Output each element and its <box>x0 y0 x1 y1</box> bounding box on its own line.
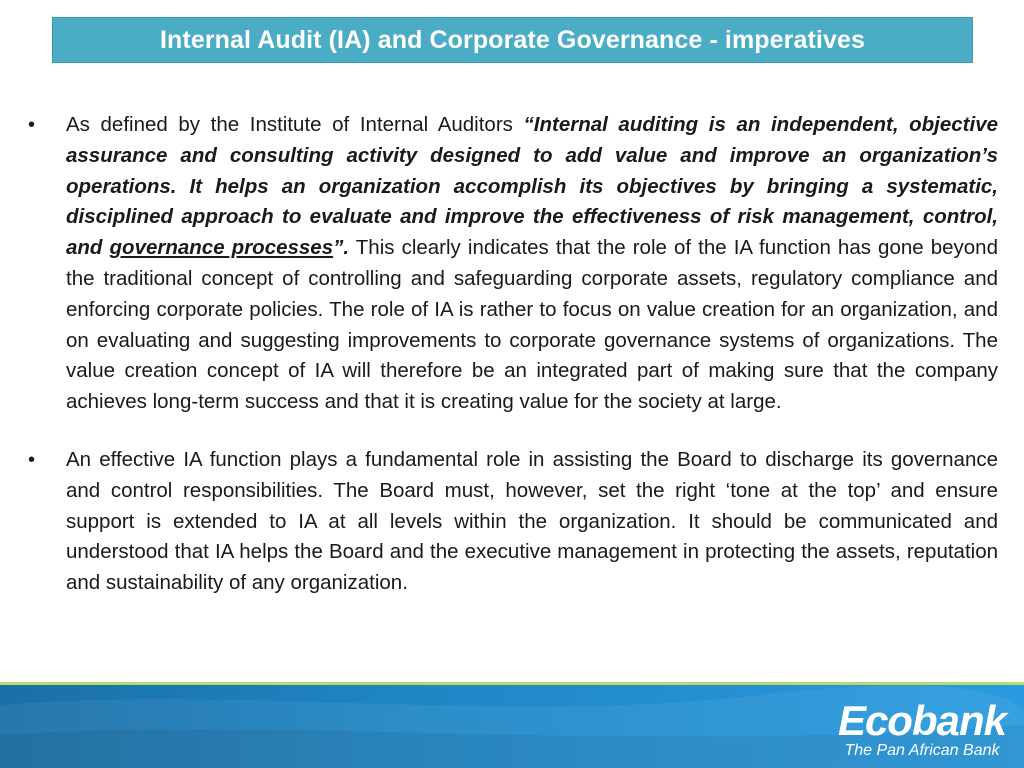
iia-quote-underlined: governance processes <box>109 236 334 260</box>
bullet-item-board-role <box>22 445 998 599</box>
bullet-text <box>66 110 998 418</box>
footer-band <box>0 682 1024 768</box>
bullet-item-definition <box>22 110 998 418</box>
iia-quote-body: “Internal auditing is an independent, objective assurance and consulting activity designed to add value and improve an organization’s operations. It helps an organization accomplish its objectives by bringing a systematic, disciplined approach to evaluate and improve the effectiveness of risk management, control, and <box>66 113 999 260</box>
definition-intro: As defined by the Institute of Internal Auditors <box>66 113 524 136</box>
title-bar <box>52 17 973 63</box>
logo-tagline: The Pan African Bank <box>844 742 1000 759</box>
bullet-marker: • <box>28 114 36 136</box>
iia-quote-end: ”. <box>333 236 350 260</box>
bullet-text: An effective IA function plays a fundamental role in assisting the Board to discharge its governance and control responsibilities. The Board must, however, set the right ‘tone at the top’ and ensure support is extended to IA at all levels within the organization. It should be communicated and understood that IA helps the Board and the executive management in protecting the assets, reputation and sustainability of any organization. <box>66 447 998 595</box>
definition-rest: This clearly indicates that the role of the IA function has gone beyond the traditional concept of controlling and safeguarding corporate assets, regulatory compliance and enforcing corporate policies. The role of IA is rather to focus on value creation for an organization, and on evaluating and suggesting improvements to corporate governance systems of organizations. The value creation concept of IA will therefore be an integrated part of making sure that the company achieves long-term success and that it is creating value for the society at large. <box>66 236 998 414</box>
logo-name: Ecobank <box>837 697 1006 744</box>
bullet-marker: • <box>28 448 36 471</box>
page-title: Internal Audit (IA) and Corporate Governance - imperatives <box>159 25 865 54</box>
content-area <box>22 110 998 599</box>
ecobank-logo <box>837 697 1006 761</box>
